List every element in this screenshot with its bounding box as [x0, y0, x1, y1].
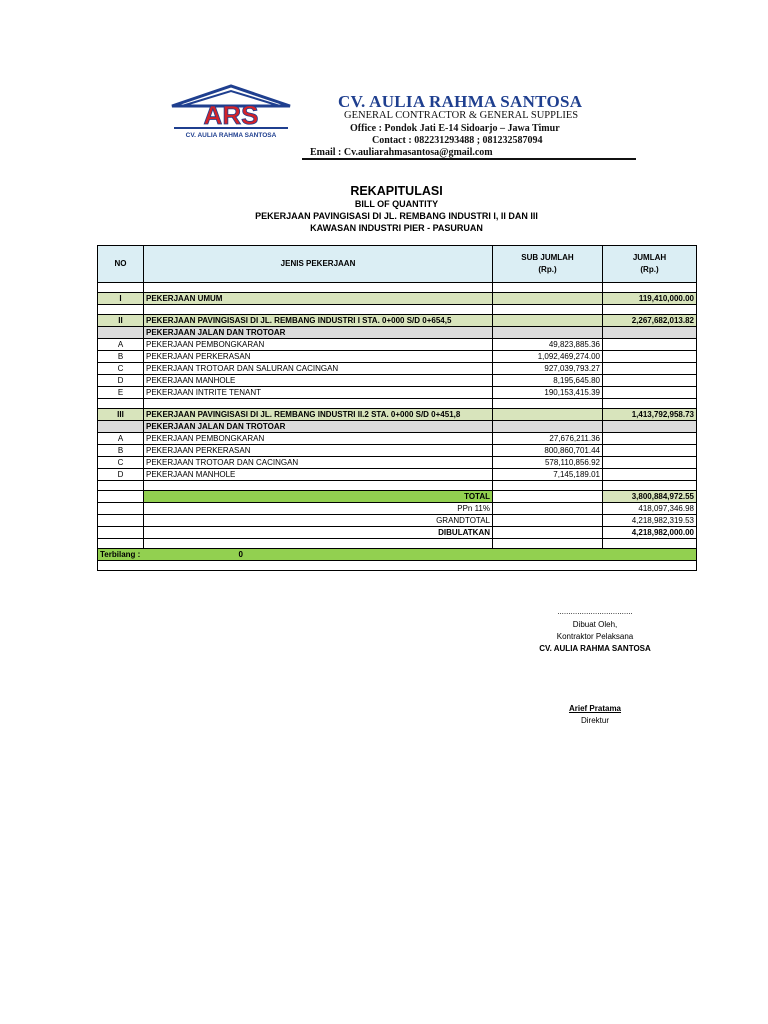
col-jumlah-header: JUMLAH (Rp.): [603, 246, 697, 283]
table-row: B PEKERJAAN PERKERASAN 1,092,469,274.00: [98, 351, 697, 363]
table-row: D PEKERJAAN MANHOLE 8,195,645.80: [98, 375, 697, 387]
company-tagline: GENERAL CONTRACTOR & GENERAL SUPPLIES: [344, 110, 579, 121]
ppn-label: PPn 11%: [144, 503, 493, 515]
col-jenis-header: JENIS PEKERJAAN: [144, 246, 493, 283]
group-row: PEKERJAAN JALAN DAN TROTOAR: [98, 421, 697, 433]
table-row: C PEKERJAAN TROTOAR DAN SALURAN CACINGAN 927,039,793.27: [98, 363, 697, 375]
table-row: E PEKERJAAN INTRITE TENANT 190,153,415.39: [98, 387, 697, 399]
company-contact: Contact : 082231293488 ; 081232587094: [372, 135, 543, 146]
total-label: TOTAL: [144, 491, 493, 503]
section-row: III PEKERJAAN PAVINGISASI DI JL. REMBANG INDUSTRI II.2 STA. 0+000 S/D 0+451,8 1,413,792,958.73: [98, 409, 697, 421]
terbilang-row: [98, 549, 697, 561]
doc-subtitle-1: BILL OF QUANTITY: [354, 199, 439, 209]
signature-role: Kontraktor Pelaksana: [556, 632, 634, 641]
grandtotal-row: [98, 515, 697, 527]
ppn-row: [98, 503, 697, 515]
signer-title: Direktur: [580, 716, 609, 725]
grandtotal-value: 4,218,982,319.53: [603, 515, 697, 527]
signature-dots: ..................................: [557, 607, 633, 616]
table-row: C PEKERJAAN TROTOAR DAN CACINGAN 578,110,856.92: [98, 457, 697, 469]
total-row: [98, 491, 697, 503]
logo-text: ARS: [203, 100, 259, 130]
document-titles: [98, 184, 695, 234]
boq-table: [97, 245, 697, 571]
ppn-value: 418,097,346.98: [603, 503, 697, 515]
group-row: PEKERJAAN JALAN DAN TROTOAR: [98, 327, 697, 339]
doc-title: REKAPITULASI: [350, 184, 443, 198]
col-no-header: NO: [98, 246, 144, 283]
header-divider: [302, 158, 636, 160]
doc-subtitle-2: PEKERJAAN PAVINGISASI DI JL. REMBANG INDUSTRI I, II DAN III: [255, 211, 538, 221]
section-row: I PEKERJAAN UMUM 119,410,000.00: [98, 293, 697, 305]
col-subjumlah-header: SUB JUMLAH (Rp.): [493, 246, 603, 283]
company-email: Email : Cv.auliarahmasantosa@gmail.com: [310, 147, 493, 158]
table-row: B PEKERJAAN PERKERASAN 800,860,701.44: [98, 445, 697, 457]
section-row: II PEKERJAAN PAVINGISASI DI JL. REMBANG INDUSTRI I STA. 0+000 S/D 0+654,5 2,267,682,013.82: [98, 315, 697, 327]
table-row: D PEKERJAAN MANHOLE 7,145,189.01: [98, 469, 697, 481]
terbilang-value: 0: [238, 549, 243, 559]
total-value: 3,800,884,972.55: [603, 491, 697, 503]
dibulatkan-row: [98, 527, 697, 539]
dibulatkan-label: DIBULATKAN: [144, 527, 493, 539]
grandtotal-label: GRANDTOTAL: [144, 515, 493, 527]
signature-company: CV. AULIA RAHMA SANTOSA: [539, 644, 651, 653]
table-row: A PEKERJAAN PEMBONGKARAN 27,676,211.36: [98, 433, 697, 445]
company-office: Office : Pondok Jati E-14 Sidoarjo – Jawa Timur: [350, 123, 560, 134]
doc-subtitle-3: KAWASAN INDUSTRI PIER - PASURUAN: [310, 223, 483, 233]
table-row: A PEKERJAAN PEMBONGKARAN 49,823,885.36: [98, 339, 697, 351]
logo-subtext: CV. AULIA RAHMA SANTOSA: [185, 132, 277, 139]
signature-made-by: Dibuat Oleh,: [572, 620, 618, 629]
company-name: CV. AULIA RAHMA SANTOSA: [338, 92, 583, 111]
terbilang-label: Terbilang :: [100, 549, 141, 559]
signer-name: Arief Pratama: [568, 704, 622, 713]
company-logo: [168, 84, 294, 142]
table-header-row: [98, 246, 697, 283]
dibulatkan-value: 4,218,982,000.00: [603, 527, 697, 539]
